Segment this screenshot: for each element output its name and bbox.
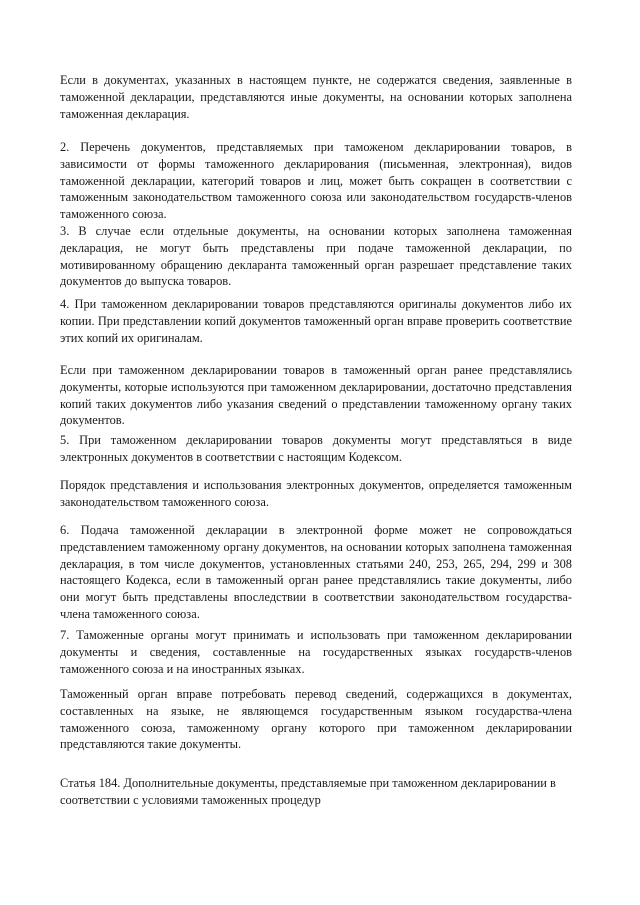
paragraph-other-documents: Если в документах, указанных в настоящем пункте, не содержатся сведения, заявленные в таможенной декларации, представляются иные документы, на основании которых заполнена таможенная декларация.	[60, 73, 572, 121]
paragraph-translation: Таможенный орган вправе потребовать перевод сведений, содержащихся в документах, составленных на языке, не являющемся государственным языком государства-члена таможенного союза, таможенному органу которого при таможенном декларировании представляются такие документы.	[60, 687, 572, 752]
article-184-title: Статья 184. Дополнительные документы, представляемые при таможенном декларировании в соответствии с условиями таможенных процедур	[60, 776, 556, 807]
paragraph-item-2: 2. Перечень документов, представляемых при таможеном декларировании товаров, в зависимости от формы таможенного декларирования (письменная, электронная), видов таможенной декларации, категорий товаров и лиц, может быть сокращен в соответствии с таможенным законодательством таможенного союза или законодательством государств-членов таможенного союза.	[60, 140, 572, 222]
paragraph-electronic-procedure: Порядок представления и использования электронных документов, определяется таможенным законодательством таможенного союза.	[60, 478, 572, 509]
paragraph-item-3: 3. В случае если отдельные документы, на основании которых заполнена таможенная декларация, не могут быть представлены при подаче таможенной декларации, по мотивированному обращению декларанта таможенный орган разрешает представление таких документов до выпуска товаров.	[60, 224, 572, 289]
paragraph-item-4: 4. При таможенном декларировании товаров представляются оригиналы документов либо их копии. При представлении копий документов таможенный орган вправе проверить соответствие этих копий их оригиналам.	[60, 297, 572, 345]
paragraph-item-5: 5. При таможенном декларировании товаров документы могут представляться в виде электронных документов в соответствии с настоящим Кодексом.	[60, 433, 572, 464]
paragraph-previously-submitted: Если при таможенном декларировании товаров в таможенный орган ранее представлялись документы, которые используются при таможенном декларировании, достаточно представления копий таких документов либо указания сведений о представлении таможенному органу таких документов.	[60, 363, 572, 428]
paragraph-item-6: 6. Подача таможенной декларации в электронной форме может не сопровождаться представлением таможенному органу документов, на основании которых заполнена таможенная декларация, в том числе документов, установленных статьями 240, 253, 265, 294, 299 и 308 настоящего Кодекса, если в таможенный орган ранее представлялись такие документы, либо они могут быть представлены впоследствии в соответствии законодательством государства-члена таможенного союза.	[60, 523, 572, 621]
paragraph-item-7: 7. Таможенные органы могут принимать и использовать при таможенном декларировании документы и сведения, составленные на государственных языках государств-членов таможенного союза и на иностранных языках.	[60, 628, 572, 676]
